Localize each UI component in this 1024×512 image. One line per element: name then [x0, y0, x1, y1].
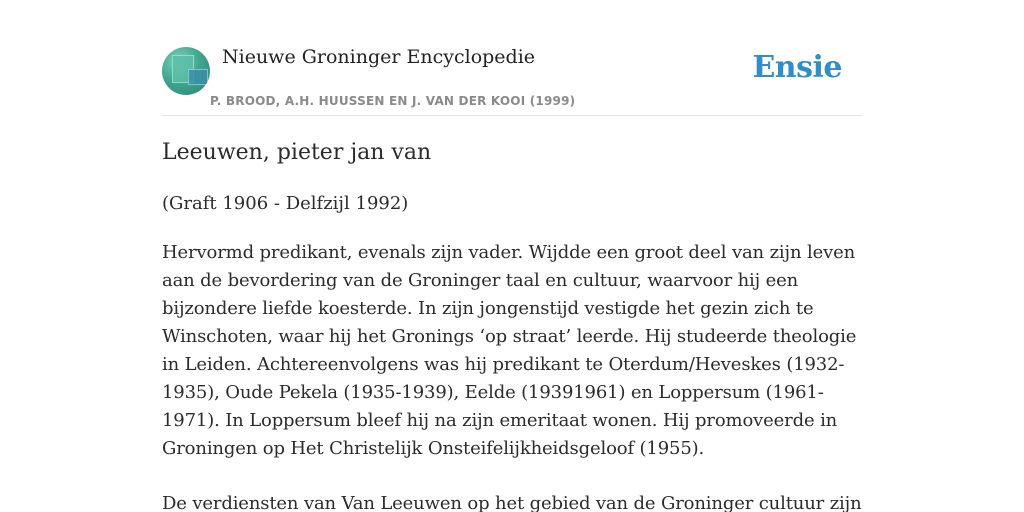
- entry-subtitle: (Graft 1906 - Delfzijl 1992): [162, 193, 409, 214]
- book-cover-image-detail: [188, 69, 208, 85]
- brand-logo[interactable]: Ensie: [752, 50, 842, 85]
- book-authors: P. BROOD, A.H. HUUSSEN EN J. VAN DER KOOI (1999): [210, 94, 576, 108]
- entry-paragraph: De verdiensten van Van Leeuwen op het gebied van de Groninger cultuur zijn: [162, 493, 862, 512]
- entry-title: Leeuwen, pieter jan van: [162, 140, 432, 165]
- header: [162, 0, 862, 116]
- entry-paragraph: Hervormd predikant, evenals zijn vader. Wijdde een groot deel van zijn leven aan de bevordering van de Groninger taal en cultuur, waarvoor hij een bijzondere liefde koesterde. In zijn jongenstijd vestigde het gezin zich te Winschoten, waar hij het Gronings ‘op straat’ leerde. Hij studeerde theologie in Leiden. Achtereenvolgens was hij predikant te Oterdum/Heveskes (1932-1935), Oude Pekela (1935-1939), Eelde (19391961) en Loppersum (1961-1971). In Loppersum bleef hij na zijn emeritaat wonen. Hij promoveerde in Groningen op Het Christelijk Onsteifelijkheidsgeloof (1955).: [162, 242, 857, 459]
- book-title[interactable]: Nieuwe Groninger Encyclopedie: [222, 46, 536, 68]
- book-cover-avatar[interactable]: [162, 47, 210, 95]
- content-container: [162, 0, 862, 512]
